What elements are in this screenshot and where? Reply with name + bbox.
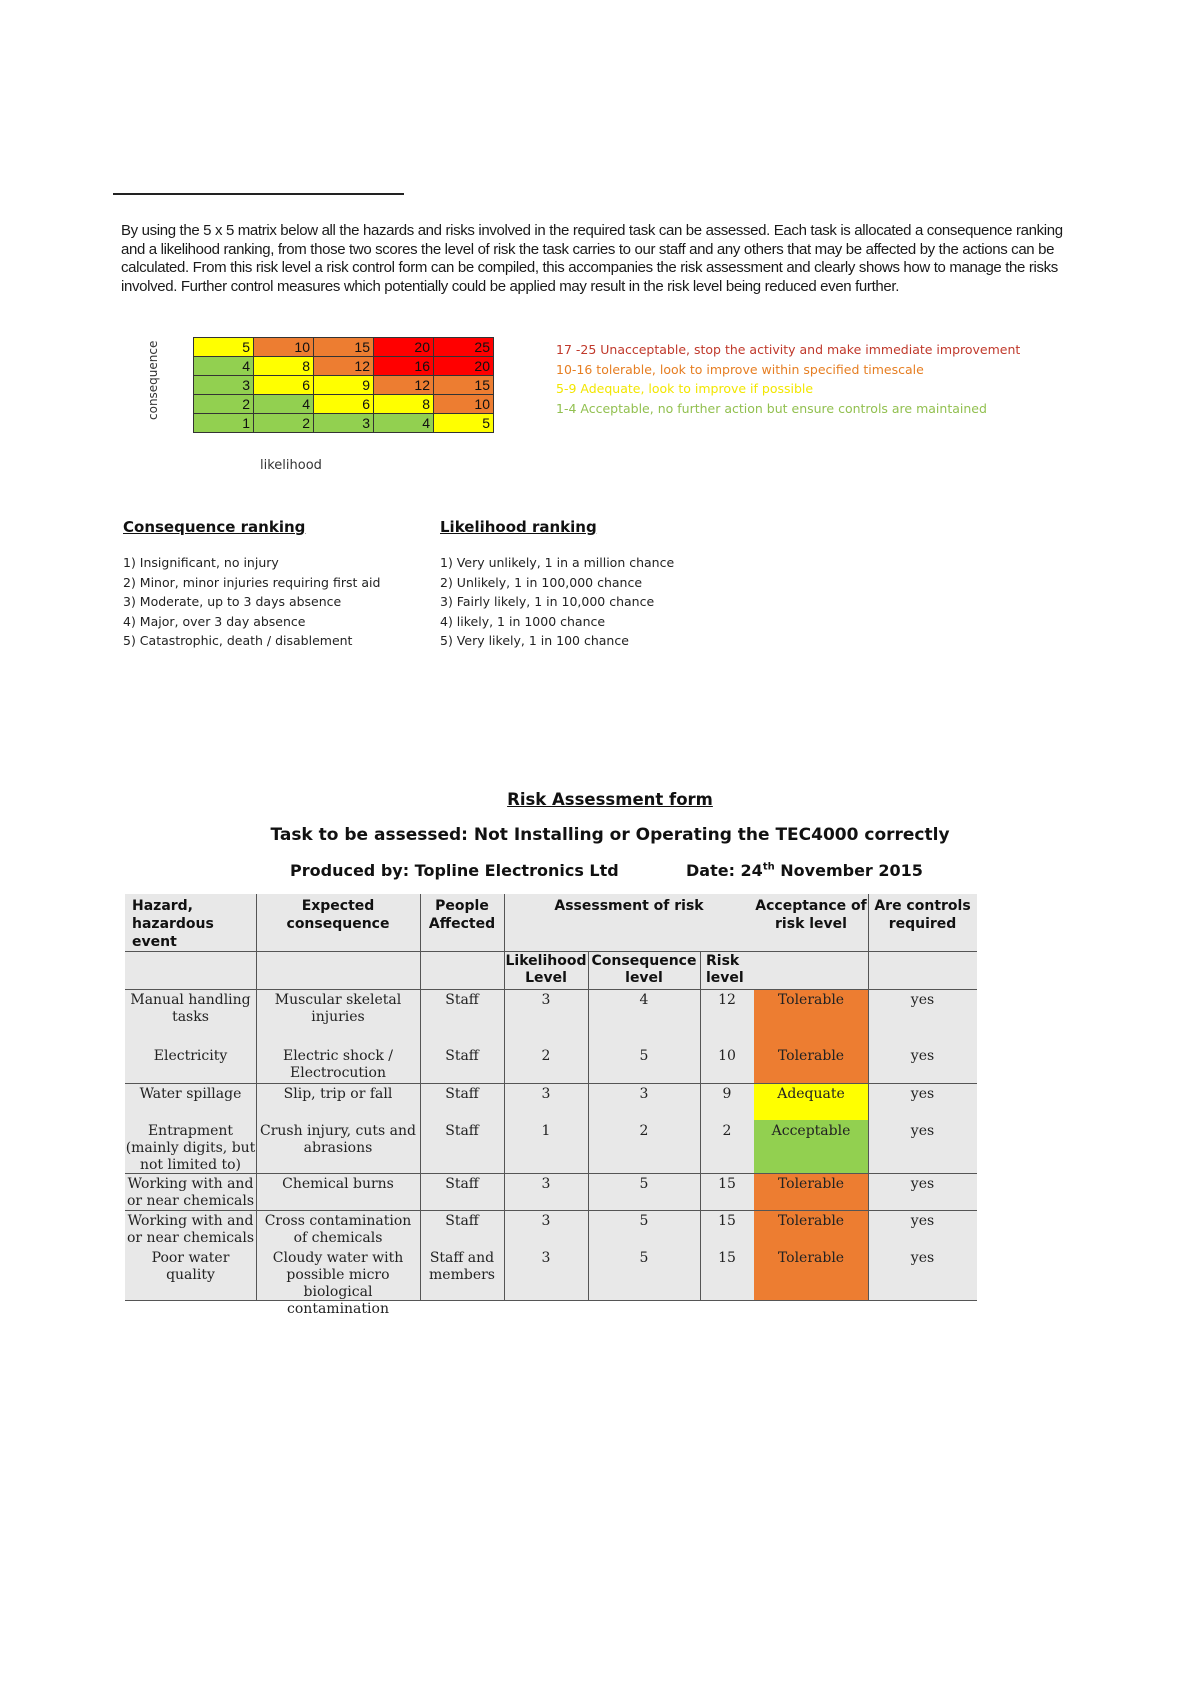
- header-likelihood-level: Likelihood Level: [505, 953, 587, 986]
- divider: [125, 989, 977, 990]
- matrix-cell: 5: [434, 414, 494, 433]
- risk-level-cell: 15: [718, 1213, 736, 1229]
- consequence-ranking-title: Consequence ranking: [123, 518, 306, 536]
- matrix-cell: 4: [374, 414, 434, 433]
- people-cell: Staff: [445, 1123, 479, 1139]
- header-consequence-level: Consequence level: [591, 953, 697, 986]
- acceptance-cell: Tolerable: [777, 1250, 845, 1266]
- matrix-cell: 4: [254, 395, 314, 414]
- matrix-y-label: consequence: [146, 340, 160, 420]
- list-item: 4) likely, 1 in 1000 chance: [440, 613, 606, 629]
- consequence-level-cell: 5: [639, 1213, 649, 1229]
- legend-item-tolerable: 10-16 tolerable, look to improve within specified timescale: [556, 361, 924, 377]
- matrix-cell: 25: [434, 338, 494, 357]
- consequence-ranking-list: [123, 553, 380, 651]
- consequence-cell: Muscular skeletal injuries: [274, 992, 402, 1025]
- matrix-cell: 6: [254, 376, 314, 395]
- likelihood-ranking-list: [440, 553, 674, 651]
- people-cell: Staff: [445, 1213, 479, 1229]
- legend-item-unacceptable: 17 -25 Unacceptable, stop the activity and make immediate improvement: [556, 342, 1021, 357]
- matrix-cell: 12: [374, 376, 434, 395]
- header-assessment: Assessment of risk: [554, 898, 704, 914]
- risk-level-cell: 9: [722, 1086, 732, 1102]
- consequence-cell: Cloudy water with possible micro biological contamination: [272, 1250, 404, 1317]
- consequence-cell: Electric shock / Electrocution: [282, 1048, 394, 1081]
- acceptance-cell: Tolerable: [777, 1048, 845, 1064]
- matrix-cell: 5: [194, 338, 254, 357]
- acceptance-cell: Tolerable: [777, 1213, 845, 1229]
- acceptance-cell: Adequate: [777, 1086, 845, 1102]
- form-title: Risk Assessment form: [507, 790, 713, 809]
- matrix-cell: 4: [194, 357, 254, 376]
- header-people: People Affected: [428, 898, 496, 932]
- controls-cell: yes: [910, 1048, 935, 1064]
- consequence-level-cell: 5: [639, 1048, 649, 1064]
- consequence-level-cell: 2: [639, 1123, 649, 1139]
- produced-by: Produced by: Topline Electronics Ltd: [290, 861, 619, 880]
- list-item: 1) Insignificant, no injury: [123, 555, 279, 570]
- list-item: 4) Major, over 3 day absence: [123, 613, 306, 629]
- matrix-row: [194, 414, 494, 433]
- acceptance-cell: Tolerable: [777, 1176, 845, 1192]
- acceptance-cell: Tolerable: [777, 992, 845, 1008]
- header-consequence: Expected consequence: [286, 898, 390, 932]
- matrix-cell: 16: [374, 357, 434, 376]
- consequence-cell: Slip, trip or fall: [283, 1086, 393, 1102]
- header-hazard: Hazard, hazardous event: [132, 898, 214, 950]
- top-rule: [113, 193, 404, 195]
- people-cell: Staff: [445, 1086, 479, 1102]
- matrix-cell: 15: [314, 338, 374, 357]
- matrix-cell: 2: [254, 414, 314, 433]
- consequence-cell: Chemical burns: [282, 1176, 394, 1192]
- risk-legend: [556, 340, 1020, 419]
- consequence-level-cell: 5: [639, 1176, 649, 1192]
- people-cell: Staff: [445, 1176, 479, 1192]
- matrix-cell: 8: [254, 357, 314, 376]
- matrix-cell: 6: [314, 395, 374, 414]
- header-acceptance: Acceptance of risk level: [755, 898, 867, 932]
- risk-level-cell: 15: [718, 1250, 736, 1266]
- controls-cell: yes: [910, 1123, 935, 1139]
- matrix-row: [194, 338, 494, 357]
- intro-paragraph: By using the 5 x 5 matrix below all the hazards and risks involved in the required task can be assessed. Each task is allocated a consequence ranking and a likelihood ranking, from those two scores the level of risk the task carries to our staff and any others that may be affected by the actions can be calculated. From this risk level a risk control form can be compiled, this accompanies the risk assessment and clearly shows how to manage the risks involved. Further control measures which potentially could be applied may result in the risk level being reduced even further.: [121, 222, 1063, 295]
- hazard-cell: Water spillage: [139, 1086, 242, 1102]
- consequence-level-cell: 5: [639, 1250, 649, 1266]
- consequence-level-cell: 4: [639, 992, 649, 1008]
- hazard-cell: Working with and or near chemicals: [126, 1176, 255, 1209]
- matrix-cell: 2: [194, 395, 254, 414]
- controls-cell: yes: [910, 1213, 935, 1229]
- risk-matrix: [193, 337, 494, 433]
- people-cell: Staff: [445, 992, 479, 1008]
- likelihood-cell: 3: [541, 1176, 551, 1192]
- likelihood-cell: 3: [541, 1250, 551, 1266]
- list-item: 5) Very likely, 1 in 100 chance: [440, 633, 629, 649]
- people-cell: Staff: [445, 1048, 479, 1064]
- likelihood-cell: 3: [541, 992, 551, 1008]
- matrix-cell: 10: [434, 395, 494, 414]
- matrix-cell: 8: [374, 395, 434, 414]
- legend-item-acceptable: 1-4 Acceptable, no further action but ensure controls are maintained: [556, 401, 987, 417]
- acceptance-cell: Acceptable: [771, 1123, 851, 1139]
- risk-level-cell: 2: [722, 1123, 732, 1139]
- legend-item-adequate: 5-9 Adequate, look to improve if possible: [556, 381, 814, 397]
- likelihood-cell: 2: [541, 1048, 551, 1064]
- risk-level-cell: 12: [718, 992, 736, 1008]
- list-item: 3) Moderate, up to 3 days absence: [123, 594, 342, 610]
- matrix-cell: 10: [254, 338, 314, 357]
- divider: [125, 1210, 977, 1211]
- hazard-cell: Entrapment (mainly digits, but not limited to): [125, 1123, 256, 1173]
- controls-cell: yes: [910, 1176, 935, 1192]
- controls-cell: yes: [910, 1250, 935, 1266]
- risk-level-cell: 15: [718, 1176, 736, 1192]
- header-risk-level: Risk level: [706, 953, 744, 986]
- matrix-cell: 1: [194, 414, 254, 433]
- likelihood-cell: 1: [541, 1123, 551, 1139]
- divider: [125, 951, 977, 952]
- consequence-cell: Crush injury, cuts and abrasions: [259, 1123, 416, 1156]
- matrix-cell: 15: [434, 376, 494, 395]
- matrix-row: [194, 357, 494, 376]
- matrix-x-label: likelihood: [260, 458, 322, 473]
- consequence-cell: Cross contamination of chemicals: [264, 1213, 412, 1246]
- matrix-row: [194, 376, 494, 395]
- list-item: 2) Minor, minor injuries requiring first aid: [123, 574, 381, 590]
- matrix-cell: 3: [194, 376, 254, 395]
- controls-cell: yes: [910, 1086, 935, 1102]
- likelihood-ranking-title: Likelihood ranking: [440, 518, 597, 536]
- hazard-cell: Poor water quality: [151, 1250, 230, 1283]
- divider: [125, 1083, 977, 1084]
- list-item: 2) Unlikely, 1 in 100,000 chance: [440, 574, 643, 590]
- hazard-cell: Electricity: [153, 1048, 228, 1064]
- matrix-cell: 3: [314, 414, 374, 433]
- matrix-row: [194, 395, 494, 414]
- risk-assessment-table: [125, 894, 977, 1317]
- consequence-level-cell: 3: [639, 1086, 649, 1102]
- matrix-cell: 20: [374, 338, 434, 357]
- controls-cell: yes: [910, 992, 935, 1008]
- likelihood-cell: 3: [541, 1213, 551, 1229]
- matrix-cell: 12: [314, 357, 374, 376]
- matrix-cell: 20: [434, 357, 494, 376]
- list-item: 5) Catastrophic, death / disablement: [123, 633, 353, 649]
- task-line: Task to be assessed: Not Installing or Operating the TEC4000 correctly: [270, 825, 950, 845]
- header-controls: Are controls required: [874, 898, 971, 932]
- list-item: 1) Very unlikely, 1 in a million chance: [440, 555, 675, 570]
- matrix-cell: 9: [314, 376, 374, 395]
- risk-level-cell: 10: [718, 1048, 736, 1064]
- hazard-cell: Manual handling tasks: [130, 992, 251, 1025]
- date-line: Date: 24th November 2015: [686, 861, 923, 880]
- hazard-cell: Working with and or near chemicals: [126, 1213, 255, 1246]
- list-item: 3) Fairly likely, 1 in 10,000 chance: [440, 594, 655, 610]
- people-cell: Staff and members: [429, 1250, 495, 1283]
- likelihood-cell: 3: [541, 1086, 551, 1102]
